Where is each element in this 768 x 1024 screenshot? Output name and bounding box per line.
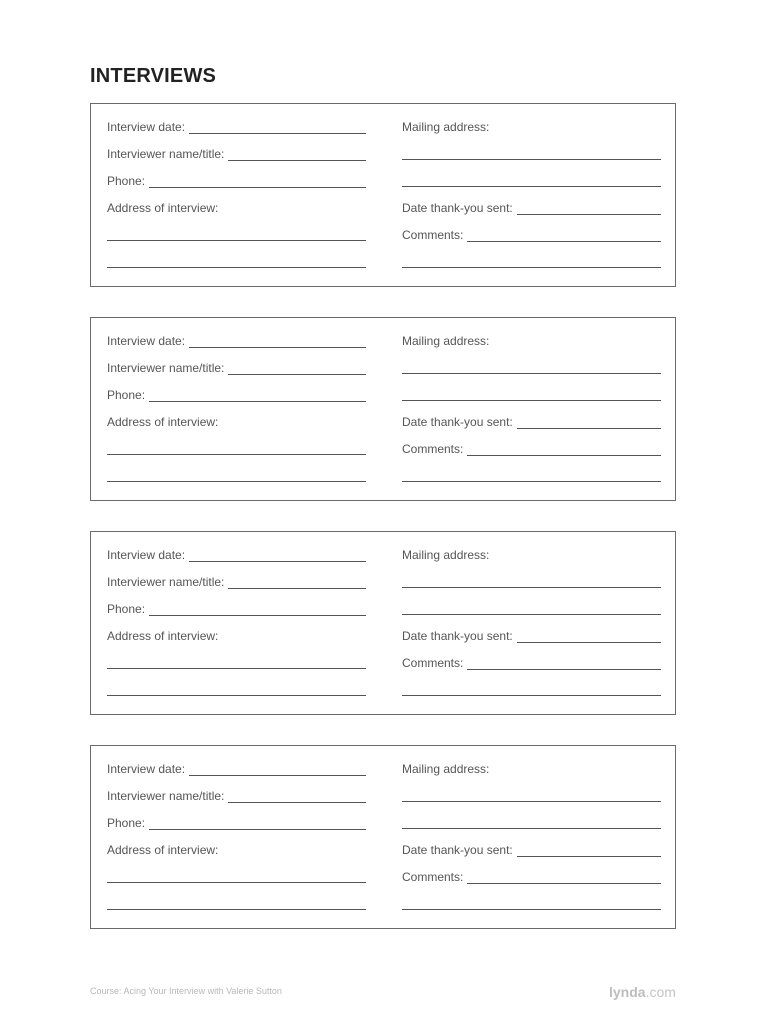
- address-of-interview-label: Address of interview:: [107, 201, 219, 215]
- mailing-address-field: [402, 118, 661, 134]
- phone-line[interactable]: [149, 816, 366, 830]
- interview-card: [90, 745, 676, 929]
- comments-line[interactable]: [467, 656, 661, 670]
- address-of-interview-field: [107, 627, 366, 643]
- comments-label: Comments:: [402, 228, 464, 242]
- address-line[interactable]: [107, 481, 366, 482]
- interview-date-field[interactable]: [107, 546, 366, 562]
- mailing-address-line[interactable]: [402, 587, 661, 588]
- comments-line[interactable]: [402, 695, 661, 696]
- footer-course-credit: Course: Acing Your Interview with Valerie Sutton: [90, 986, 282, 996]
- interview-date-line[interactable]: [189, 120, 366, 134]
- address-line[interactable]: [107, 454, 366, 455]
- comments-field[interactable]: [402, 868, 661, 884]
- thank-you-date-field[interactable]: [402, 841, 661, 857]
- interviewer-name-field[interactable]: [107, 573, 366, 589]
- interviewer-name-label: Interviewer name/title:: [107, 575, 225, 589]
- interviewer-name-line[interactable]: [228, 147, 366, 161]
- thank-you-date-label: Date thank-you sent:: [402, 415, 513, 429]
- comments-label: Comments:: [402, 442, 464, 456]
- thank-you-date-label: Date thank-you sent:: [402, 629, 513, 643]
- comments-line[interactable]: [467, 870, 661, 884]
- mailing-address-line[interactable]: [402, 828, 661, 829]
- address-line[interactable]: [107, 909, 366, 910]
- mailing-address-line[interactable]: [402, 614, 661, 615]
- phone-field[interactable]: [107, 386, 366, 402]
- thank-you-date-label: Date thank-you sent:: [402, 843, 513, 857]
- thank-you-date-line[interactable]: [517, 415, 661, 429]
- mailing-address-line[interactable]: [402, 400, 661, 401]
- thank-you-date-label: Date thank-you sent:: [402, 201, 513, 215]
- logo-suffix: .com: [645, 984, 676, 1000]
- comments-field[interactable]: [402, 226, 661, 242]
- mailing-address-line[interactable]: [402, 373, 661, 374]
- comments-label: Comments:: [402, 656, 464, 670]
- phone-label: Phone:: [107, 388, 146, 402]
- thank-you-date-field[interactable]: [402, 627, 661, 643]
- mailing-address-field: [402, 546, 661, 562]
- comments-field[interactable]: [402, 440, 661, 456]
- interview-card: [90, 103, 676, 287]
- address-line[interactable]: [107, 882, 366, 883]
- thank-you-date-line[interactable]: [517, 843, 661, 857]
- phone-line[interactable]: [149, 602, 366, 616]
- mailing-address-field: [402, 332, 661, 348]
- comments-line[interactable]: [402, 909, 661, 910]
- interviewer-name-line[interactable]: [228, 789, 366, 803]
- interview-date-field[interactable]: [107, 118, 366, 134]
- interviewer-name-field[interactable]: [107, 359, 366, 375]
- interview-date-field[interactable]: [107, 760, 366, 776]
- comments-line[interactable]: [402, 481, 661, 482]
- interview-card: [90, 531, 676, 715]
- mailing-address-line[interactable]: [402, 186, 661, 187]
- page-title: INTERVIEWS: [90, 65, 217, 87]
- mailing-address-label: Mailing address:: [402, 334, 490, 348]
- thank-you-date-field[interactable]: [402, 199, 661, 215]
- interviewer-name-field[interactable]: [107, 787, 366, 803]
- interviewer-name-label: Interviewer name/title:: [107, 147, 225, 161]
- address-of-interview-field: [107, 199, 366, 215]
- interview-date-label: Interview date:: [107, 334, 186, 348]
- address-of-interview-label: Address of interview:: [107, 843, 219, 857]
- address-line[interactable]: [107, 267, 366, 268]
- mailing-address-label: Mailing address:: [402, 120, 490, 134]
- phone-field[interactable]: [107, 814, 366, 830]
- interview-date-line[interactable]: [189, 334, 366, 348]
- mailing-address-label: Mailing address:: [402, 762, 490, 776]
- interview-date-field[interactable]: [107, 332, 366, 348]
- comments-line[interactable]: [467, 228, 661, 242]
- mailing-address-line[interactable]: [402, 801, 661, 802]
- thank-you-date-field[interactable]: [402, 413, 661, 429]
- comments-line[interactable]: [467, 442, 661, 456]
- address-line[interactable]: [107, 695, 366, 696]
- mailing-address-label: Mailing address:: [402, 548, 490, 562]
- thank-you-date-line[interactable]: [517, 201, 661, 215]
- interview-date-line[interactable]: [189, 762, 366, 776]
- address-line[interactable]: [107, 668, 366, 669]
- interview-date-label: Interview date:: [107, 120, 186, 134]
- phone-field[interactable]: [107, 172, 366, 188]
- address-line[interactable]: [107, 240, 366, 241]
- address-of-interview-field: [107, 413, 366, 429]
- mailing-address-field: [402, 760, 661, 776]
- address-of-interview-field: [107, 841, 366, 857]
- comments-field[interactable]: [402, 654, 661, 670]
- phone-label: Phone:: [107, 602, 146, 616]
- interviewer-name-line[interactable]: [228, 361, 366, 375]
- interviewer-name-label: Interviewer name/title:: [107, 789, 225, 803]
- interviewer-name-line[interactable]: [228, 575, 366, 589]
- address-of-interview-label: Address of interview:: [107, 415, 219, 429]
- phone-label: Phone:: [107, 816, 146, 830]
- comments-label: Comments:: [402, 870, 464, 884]
- phone-line[interactable]: [149, 388, 366, 402]
- mailing-address-line[interactable]: [402, 159, 661, 160]
- interviewer-name-label: Interviewer name/title:: [107, 361, 225, 375]
- phone-line[interactable]: [149, 174, 366, 188]
- thank-you-date-line[interactable]: [517, 629, 661, 643]
- interview-date-label: Interview date:: [107, 548, 186, 562]
- interview-date-label: Interview date:: [107, 762, 186, 776]
- interview-date-line[interactable]: [189, 548, 366, 562]
- logo-brand: lynda: [609, 984, 646, 1000]
- phone-field[interactable]: [107, 600, 366, 616]
- phone-label: Phone:: [107, 174, 146, 188]
- interview-card: [90, 317, 676, 501]
- lynda-logo: [609, 984, 676, 1000]
- address-of-interview-label: Address of interview:: [107, 629, 219, 643]
- interviewer-name-field[interactable]: [107, 145, 366, 161]
- comments-line[interactable]: [402, 267, 661, 268]
